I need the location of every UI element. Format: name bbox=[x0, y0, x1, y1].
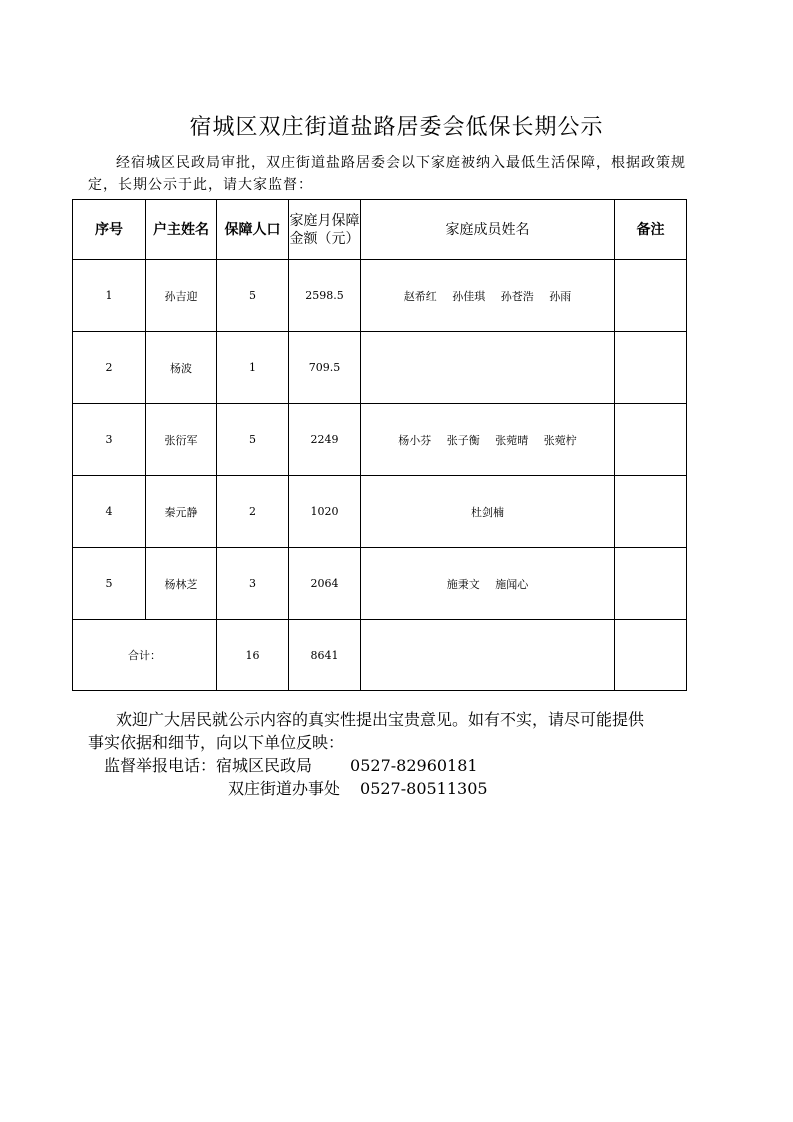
office-phone: 0527-80511305 bbox=[360, 779, 488, 798]
total-row bbox=[73, 620, 687, 691]
cell-remark bbox=[615, 332, 687, 404]
cell-people: 5 bbox=[217, 260, 289, 332]
feedback-paragraph: 欢迎广大居民就公示内容的真实性提出宝贵意见。如有不实，请尽可能提供事实依据和细节，向以下单位反映： bbox=[88, 710, 645, 752]
member-name: 张菀晴 bbox=[495, 433, 529, 447]
cell-members bbox=[361, 404, 615, 476]
total-label: 合计： bbox=[73, 620, 217, 691]
total-amount: 8641 bbox=[289, 620, 361, 691]
cell-seq: 3 bbox=[73, 404, 146, 476]
cell-seq: 2 bbox=[73, 332, 146, 404]
page-title: 宿城区双庄街道盐路居委会低保长期公示 bbox=[189, 115, 604, 140]
intro-paragraph: 经宿城区民政局审批，双庄街道盐路居委会以下家庭被纳入最低生活保障，根据政策规定，长期公示于此，请大家监督： bbox=[88, 155, 686, 193]
member-name: 赵希红 bbox=[403, 289, 437, 303]
table-row bbox=[73, 476, 687, 548]
cell-head-name: 孙吉迎 bbox=[146, 260, 217, 332]
cell-remark bbox=[615, 476, 687, 548]
table-header-row bbox=[73, 200, 687, 260]
total-people: 16 bbox=[217, 620, 289, 691]
cell-members bbox=[361, 476, 615, 548]
header-remark: 备注 bbox=[615, 200, 687, 260]
office-name: 双庄街道办事处 bbox=[228, 779, 341, 798]
bureau-name: 宿城区民政局 bbox=[216, 756, 313, 775]
total-members-blank bbox=[361, 620, 615, 691]
member-name: 孙佳琪 bbox=[452, 289, 486, 303]
supervision-label: 监督举报电话： bbox=[104, 756, 217, 775]
total-remark-blank bbox=[615, 620, 687, 691]
cell-people: 3 bbox=[217, 548, 289, 620]
cell-seq: 5 bbox=[73, 548, 146, 620]
cell-remark bbox=[615, 404, 687, 476]
cell-head-name: 张衍军 bbox=[146, 404, 217, 476]
cell-people: 5 bbox=[217, 404, 289, 476]
cell-members bbox=[361, 548, 615, 620]
cell-amount: 1020 bbox=[289, 476, 361, 548]
member-name: 杨小芬 bbox=[398, 433, 432, 447]
cell-seq: 4 bbox=[73, 476, 146, 548]
cell-head-name: 杨林芝 bbox=[146, 548, 217, 620]
bureau-phone: 0527-82960181 bbox=[350, 756, 478, 775]
header-people: 保障人口 bbox=[217, 200, 289, 260]
cell-amount: 2249 bbox=[289, 404, 361, 476]
cell-people: 1 bbox=[217, 332, 289, 404]
table-row bbox=[73, 404, 687, 476]
cell-remark bbox=[615, 260, 687, 332]
cell-head-name: 秦元静 bbox=[146, 476, 217, 548]
member-name: 孙苍浩 bbox=[500, 289, 534, 303]
cell-seq: 1 bbox=[73, 260, 146, 332]
cell-amount: 709.5 bbox=[289, 332, 361, 404]
member-name: 施秉文 bbox=[446, 577, 480, 591]
header-amount: 家庭月保障金额（元） bbox=[289, 200, 361, 260]
subsistence-table bbox=[72, 199, 687, 691]
cell-remark bbox=[615, 548, 687, 620]
table-row bbox=[73, 548, 687, 620]
member-name: 施闻心 bbox=[495, 577, 529, 591]
member-name: 杜剑楠 bbox=[471, 505, 504, 519]
cell-head-name: 杨波 bbox=[146, 332, 217, 404]
header-members: 家庭成员姓名 bbox=[361, 200, 615, 260]
cell-members bbox=[361, 332, 615, 404]
table-row bbox=[73, 332, 687, 404]
supervision-line-bureau bbox=[88, 754, 648, 777]
cell-amount: 2598.5 bbox=[289, 260, 361, 332]
cell-amount: 2064 bbox=[289, 548, 361, 620]
member-name: 张子衡 bbox=[446, 433, 480, 447]
header-seq: 序号 bbox=[73, 200, 146, 260]
member-name: 张菀柠 bbox=[543, 433, 577, 447]
supervision-line-office bbox=[88, 777, 648, 800]
cell-people: 2 bbox=[217, 476, 289, 548]
header-head-name: 户主姓名 bbox=[146, 200, 217, 260]
footer-section bbox=[88, 708, 648, 800]
table-row bbox=[73, 260, 687, 332]
member-name: 孙雨 bbox=[549, 289, 572, 303]
cell-members bbox=[361, 260, 615, 332]
